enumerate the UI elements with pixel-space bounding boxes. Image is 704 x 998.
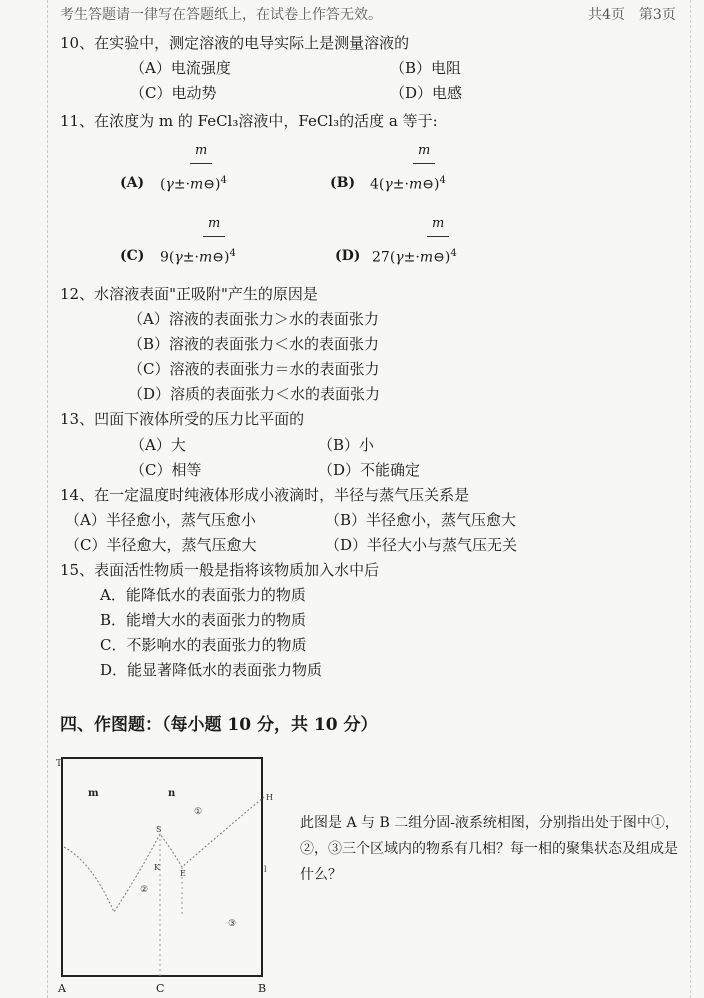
axis-label-a: A — [58, 982, 66, 995]
label-m1: m — [88, 788, 99, 799]
q10-option-d: （D）电感 — [390, 84, 463, 102]
section-four-title: 四、作图题：（每小题 10 分，共 10 分） — [60, 715, 378, 735]
q14-option-d: （D）半径大小与蒸气压无关 — [325, 536, 518, 554]
q11-option-b-label: (B) — [330, 175, 356, 191]
q12-option-c: （C）溶液的表面张力＝水的表面张力 — [128, 360, 380, 378]
label-h: H — [266, 793, 273, 802]
q16-question-text: 此图是 A 与 B 二组分固-液系统相图，分别指出处于图中①，②，③三个区域内的物系有几相？每一相的聚集状态及组成是什么？ — [300, 815, 679, 883]
q11-stem: 11、在浓度为 m 的 FeCl₃溶液中，FeCl₃的活度 a 等于: — [60, 112, 438, 130]
q13-option-b: （B）小 — [318, 436, 375, 454]
q14-option-a: （A）半径愈小，蒸气压愈小 — [65, 511, 256, 529]
q10-option-c: （C）电动势 — [130, 84, 217, 102]
q13-stem: 13、凹面下液体所受的压力比平面的 — [60, 410, 305, 428]
q10-option-a: （A）电流强度 — [130, 59, 231, 77]
label-s: S — [156, 825, 162, 834]
axis-label-b: B — [258, 982, 267, 995]
q12-option-d: （D）溶质的表面张力＜水的表面张力 — [128, 385, 381, 403]
header-notice: 考生答题请一律写在答题纸上，在试卷上作答无效。 — [60, 7, 382, 23]
label-e: E — [180, 869, 186, 878]
q11-d-fraction-bar — [427, 236, 449, 237]
label-k: K — [154, 863, 160, 872]
region-2-label: ② — [140, 885, 149, 895]
binding-margin-line — [47, 0, 48, 998]
label-m2: n — [168, 788, 176, 799]
q11-a-numerator: m — [195, 143, 208, 158]
axis-t-label: T — [56, 759, 63, 769]
liquidus-curve — [64, 797, 264, 912]
q10-stem: 10、在实验中，测定溶液的电导实际上是测量溶液的 — [60, 34, 410, 52]
q11-option-d-formula: 27(γ±·m⊖)$^4$ — [372, 248, 457, 266]
q11-d-numerator: m — [432, 216, 445, 231]
axis-label-c: C — [156, 982, 165, 995]
q11-option-b-formula: 4(γ±·m⊖)$^4$ — [370, 175, 446, 193]
region-3-label: ③ — [228, 919, 237, 929]
q14-option-c: （C）半径愈大，蒸气压愈大 — [65, 536, 257, 554]
right-margin-line — [690, 0, 691, 998]
q11-c-numerator: m — [208, 216, 221, 231]
q11-option-c-formula: 9(γ±·m⊖)$^4$ — [160, 248, 236, 266]
q12-stem: 12、水溶液表面"正吸附"产生的原因是 — [60, 285, 318, 303]
q11-option-a-label: (A) — [120, 175, 145, 191]
q11-a-fraction-bar — [190, 163, 212, 164]
q15-option-a: A．能降低水的表面张力的物质 — [100, 586, 306, 604]
page-number: 共4页 第3页 — [588, 7, 676, 23]
q12-option-b: （B）溶液的表面张力＜水的表面张力 — [128, 335, 380, 353]
q15-option-b: B．能增大水的表面张力的物质 — [100, 611, 307, 629]
label-l: l — [264, 865, 267, 874]
region-1-label: ① — [194, 807, 203, 817]
q11-option-a-formula: (γ±·m⊖)$^4$ — [160, 175, 227, 193]
q15-stem: 15、表面活性物质一般是指将该物质加入水中后 — [60, 561, 380, 579]
q14-stem: 14、在一定温度时纯液体形成小液滴时，半径与蒸气压关系是 — [60, 486, 470, 504]
q11-b-numerator: m — [418, 143, 431, 158]
q10-option-b: （B）电阻 — [390, 59, 462, 77]
q15-option-c: C．不影响水的表面张力的物质 — [100, 636, 307, 654]
phase-diagram — [52, 752, 284, 998]
q12-option-a: （A）溶液的表面张力＞水的表面张力 — [128, 310, 379, 328]
q13-option-d: （D）不能确定 — [318, 461, 421, 479]
q11-option-d-label: (D) — [335, 248, 361, 264]
q15-option-d: D．能显著降低水的表面张力物质 — [100, 661, 323, 679]
q13-option-a: （A）大 — [130, 436, 186, 454]
q11-b-fraction-bar — [413, 163, 435, 164]
q11-c-fraction-bar — [203, 236, 225, 237]
q11-option-c-label: (C) — [120, 248, 145, 264]
q13-option-c: （C）相等 — [130, 461, 202, 479]
q14-option-b: （B）半径愈小，蒸气压愈大 — [325, 511, 517, 529]
